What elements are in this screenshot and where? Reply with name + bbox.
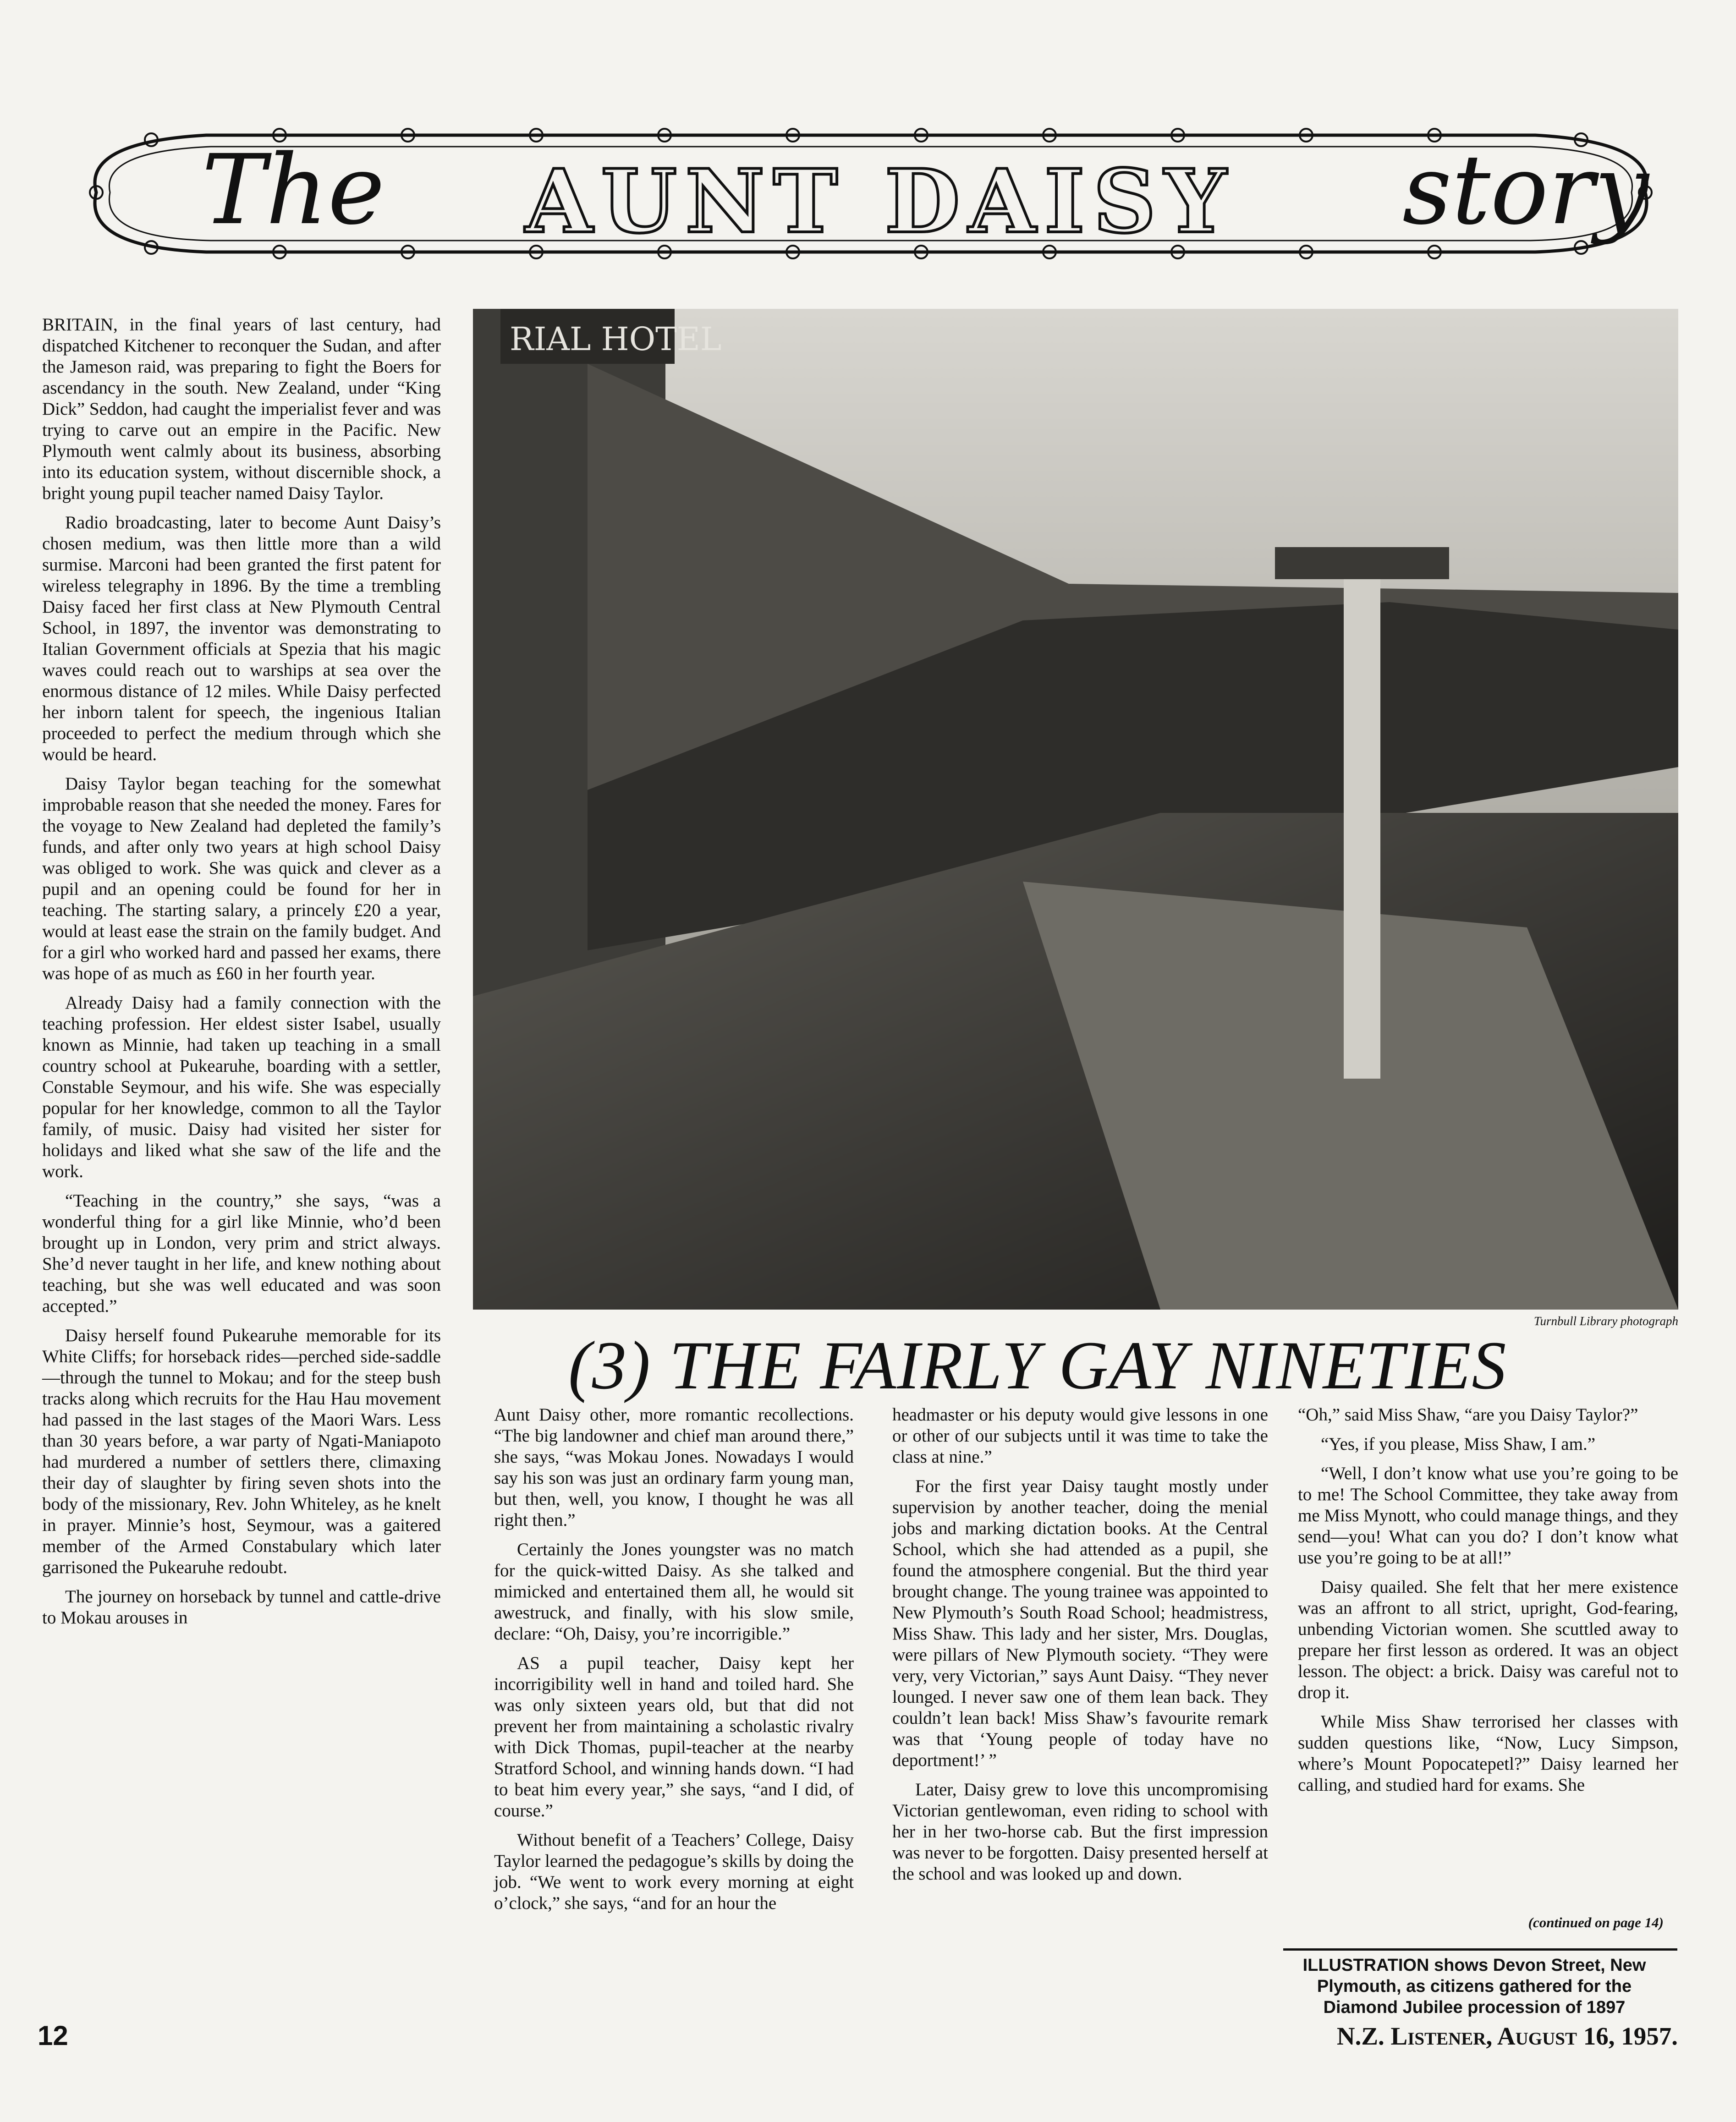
title-banner	[69, 115, 1673, 270]
article-column-3	[892, 1404, 1268, 1893]
banner-title: AUNT DAISY	[525, 150, 1235, 252]
paragraph: While Miss Shaw terrorised her classes with sudden questions like, “Now, Lucy Simpson, where’s Mount Popocatepetl?” Daisy learned her calling, and studied hard for exams. She	[1298, 1712, 1678, 1795]
paragraph: “Yes, if you please, Miss Shaw, I am.”	[1321, 1434, 1596, 1454]
photo-credit: Turnbull Library photograph	[1533, 1314, 1678, 1328]
article-column-1	[42, 314, 441, 1637]
paragraph: “Well, I don’t know what use you’re going to be to me! The School Committee, they take away from me Miss Mynott, who could manage things, and they send—you! What can you do? I don’t know what use you’re going to be at all!”	[1298, 1464, 1678, 1568]
paragraph: headmaster or his deputy would give lessons in one or other of our subjects until it was time to take the class at nine.”	[892, 1405, 1268, 1467]
paragraph: For the first year Daisy taught mostly under supervision by another teacher, doing the menial jobs and marking dictation books. At the Central School, which she had attended as a pupil, she found the atmosphere congenial. But the third year brought change. The young trainee was appointed to New Plymouth’s South Road School; headmistress, Miss Shaw. This lady and her sister, Mrs. Douglas, were pillars of New Plymouth society. “They were very, very Victorian,” says Aunt Daisy. “They never lounged. I never saw one of them lean back. They couldn’t lean back! Miss Shaw’s favourite remark was that ‘Young people of today have no deportment!’ ”	[892, 1476, 1268, 1770]
illustration-caption: ILLUSTRATION shows Devon Street, New Plymouth, as citizens gathered for the Diamond Jubilee procession of 1897	[1302, 1956, 1646, 2017]
article-column-2	[494, 1404, 854, 1922]
paragraph: Without benefit of a Teachers’ College, Daisy Taylor learned the pedagogue’s skills by doing the job. “We went to work every morning at eight o’clock,” she says, “and for an hour the	[494, 1830, 854, 1913]
divider	[1283, 1948, 1677, 1951]
article-headline: (3) THE FAIRLY GAY NINETIES	[568, 1327, 1507, 1404]
article-column-4	[1298, 1404, 1678, 1804]
continued-note: (continued on page 14)	[1528, 1914, 1664, 1930]
page-number: 12	[38, 2020, 68, 2051]
paragraph: Daisy Taylor began teaching for the somewhat improbable reason that she needed the money. Fares for the voyage to New Zealand had depleted the family’s funds, and after only two years at high school Daisy was obliged to work. She was quick and clever as a pupil and an opening could be found for her in teaching. The starting salary, a princely £20 a year, would at least ease the strain on the family budget. And for a girl who worked hard and passed her exams, there was hope of as much as £60 in her fourth year.	[42, 774, 441, 983]
paragraph: BRITAIN, in the final years of last century, had dispatched Kitchener to reconquer the Sudan, and after the Jameson raid, was preparing to fight the Boers for ascendancy in the south. New Zealand, under “King Dick” Seddon, had caught the imperialist fever and was trying to carve out an empire in the Pacific. New Plymouth went calmly about its business, absorbing into its education system, without discernible shock, a bright young pupil teacher named Daisy Taylor.	[42, 315, 441, 503]
banner-the: The	[202, 134, 385, 246]
paragraph: Daisy quailed. She felt that her mere existence was an affront to all strict, upright, God-fearing, unbending Victorian women. She scuttled away to prepare her first lesson as ordered. It was an object lesson. The object: a brick. Daisy was careful not to drop it.	[1298, 1577, 1678, 1702]
paragraph: Already Daisy had a family connection with the teaching profession. Her eldest sister Isabel, usually known as Minnie, had taken up teaching in a small country school at Pukearuhe, boarding with a settler, Constable Seymour, and his wife. She was especially popular for her knowledge, common to all the Taylor family, of music. Daisy had visited her sister for holidays and liked what she saw of the life and the work.	[42, 993, 441, 1181]
banner-story: story	[1402, 134, 1649, 246]
paragraph: Later, Daisy grew to love this uncompromising Victorian gentlewoman, even riding to school with her in her two-horse cab. But the first impression was never to be forgotten. Daisy presented herself at the school and was looked up and down.	[892, 1780, 1268, 1884]
paragraph: Radio broadcasting, later to become Aunt Daisy’s chosen medium, was then little more than a wild surmise. Marconi had been granted the first patent for wireless telegraphy in 1896. By the time a trembling Daisy faced her first class at New Plymouth Central School, in 1897, the inventor was demonstrating to Italian Government officials at Spezia that his magic waves could reach out to warships at sea over the enormous distance of 12 miles. While Daisy perfected her inborn talent for speech, the ingenious Italian proceeded to perfect the medium through which she would be heard.	[42, 513, 441, 764]
paragraph: AS a pupil teacher, Daisy kept her incorrigibility well in hand and toiled hard. She was only sixteen years old, but that did not prevent her from maintaining a scholastic rivalry with Dick Thomas, pupil-teacher at the nearby Stratford School, and winning hands down. “I had to beat him every year,” she says, “and I did, of course.”	[494, 1653, 854, 1820]
publication-dateline: N.Z. Listener, August 16, 1957.	[1336, 2022, 1678, 2050]
paragraph: Certainly the Jones youngster was no match for the quick-witted Daisy. As she talked and mimicked and entertained them all, he would sit awestruck, and finally, with his slow smile, declare: “Oh, Daisy, you’re incorrigible.”	[494, 1540, 854, 1644]
paragraph: Aunt Daisy other, more romantic recollections. “The big landowner and chief man around there,” she says, “was Mokau Jones. Nowadays I would say his son was just an ordinary farm young man, but then, well, you know, I thought he was all right then.”	[494, 1405, 854, 1530]
paragraph: “Teaching in the country,” she says, “was a wonderful thing for a girl like Minnie, who’d been brought up in London, very prim and strict always. She’d never taught in her life, and knew nothing about teaching, but she was well educated and was soon accepted.”	[42, 1191, 441, 1316]
street-photograph	[473, 309, 1678, 1310]
hotel-sign: RIAL HOTEL	[510, 320, 722, 358]
paragraph: Daisy herself found Pukearuhe memorable for its White Cliffs; for horseback rides—perched side-saddle—through the tunnel to Mokau; and for the steep bush tracks along which recruits for the Hau Hau movement had passed in the last stages of the Maori Wars. Less than 30 years before, a war party of Ngati-Maniapoto had murdered a number of settlers there, climaxing their day of slaughter by firing seven shots into the body of the missionary, Rev. John Whiteley, as he knelt in prayer. Minnie’s host, Seymour, was a gaitered member of the Armed Constabulary which later garrisoned the Pukearuhe redoubt.	[42, 1326, 441, 1577]
paragraph: “Oh,” said Miss Shaw, “are you Daisy Taylor?”	[1298, 1405, 1638, 1425]
paragraph: The journey on horseback by tunnel and cattle-drive to Mokau arouses in	[42, 1587, 441, 1628]
